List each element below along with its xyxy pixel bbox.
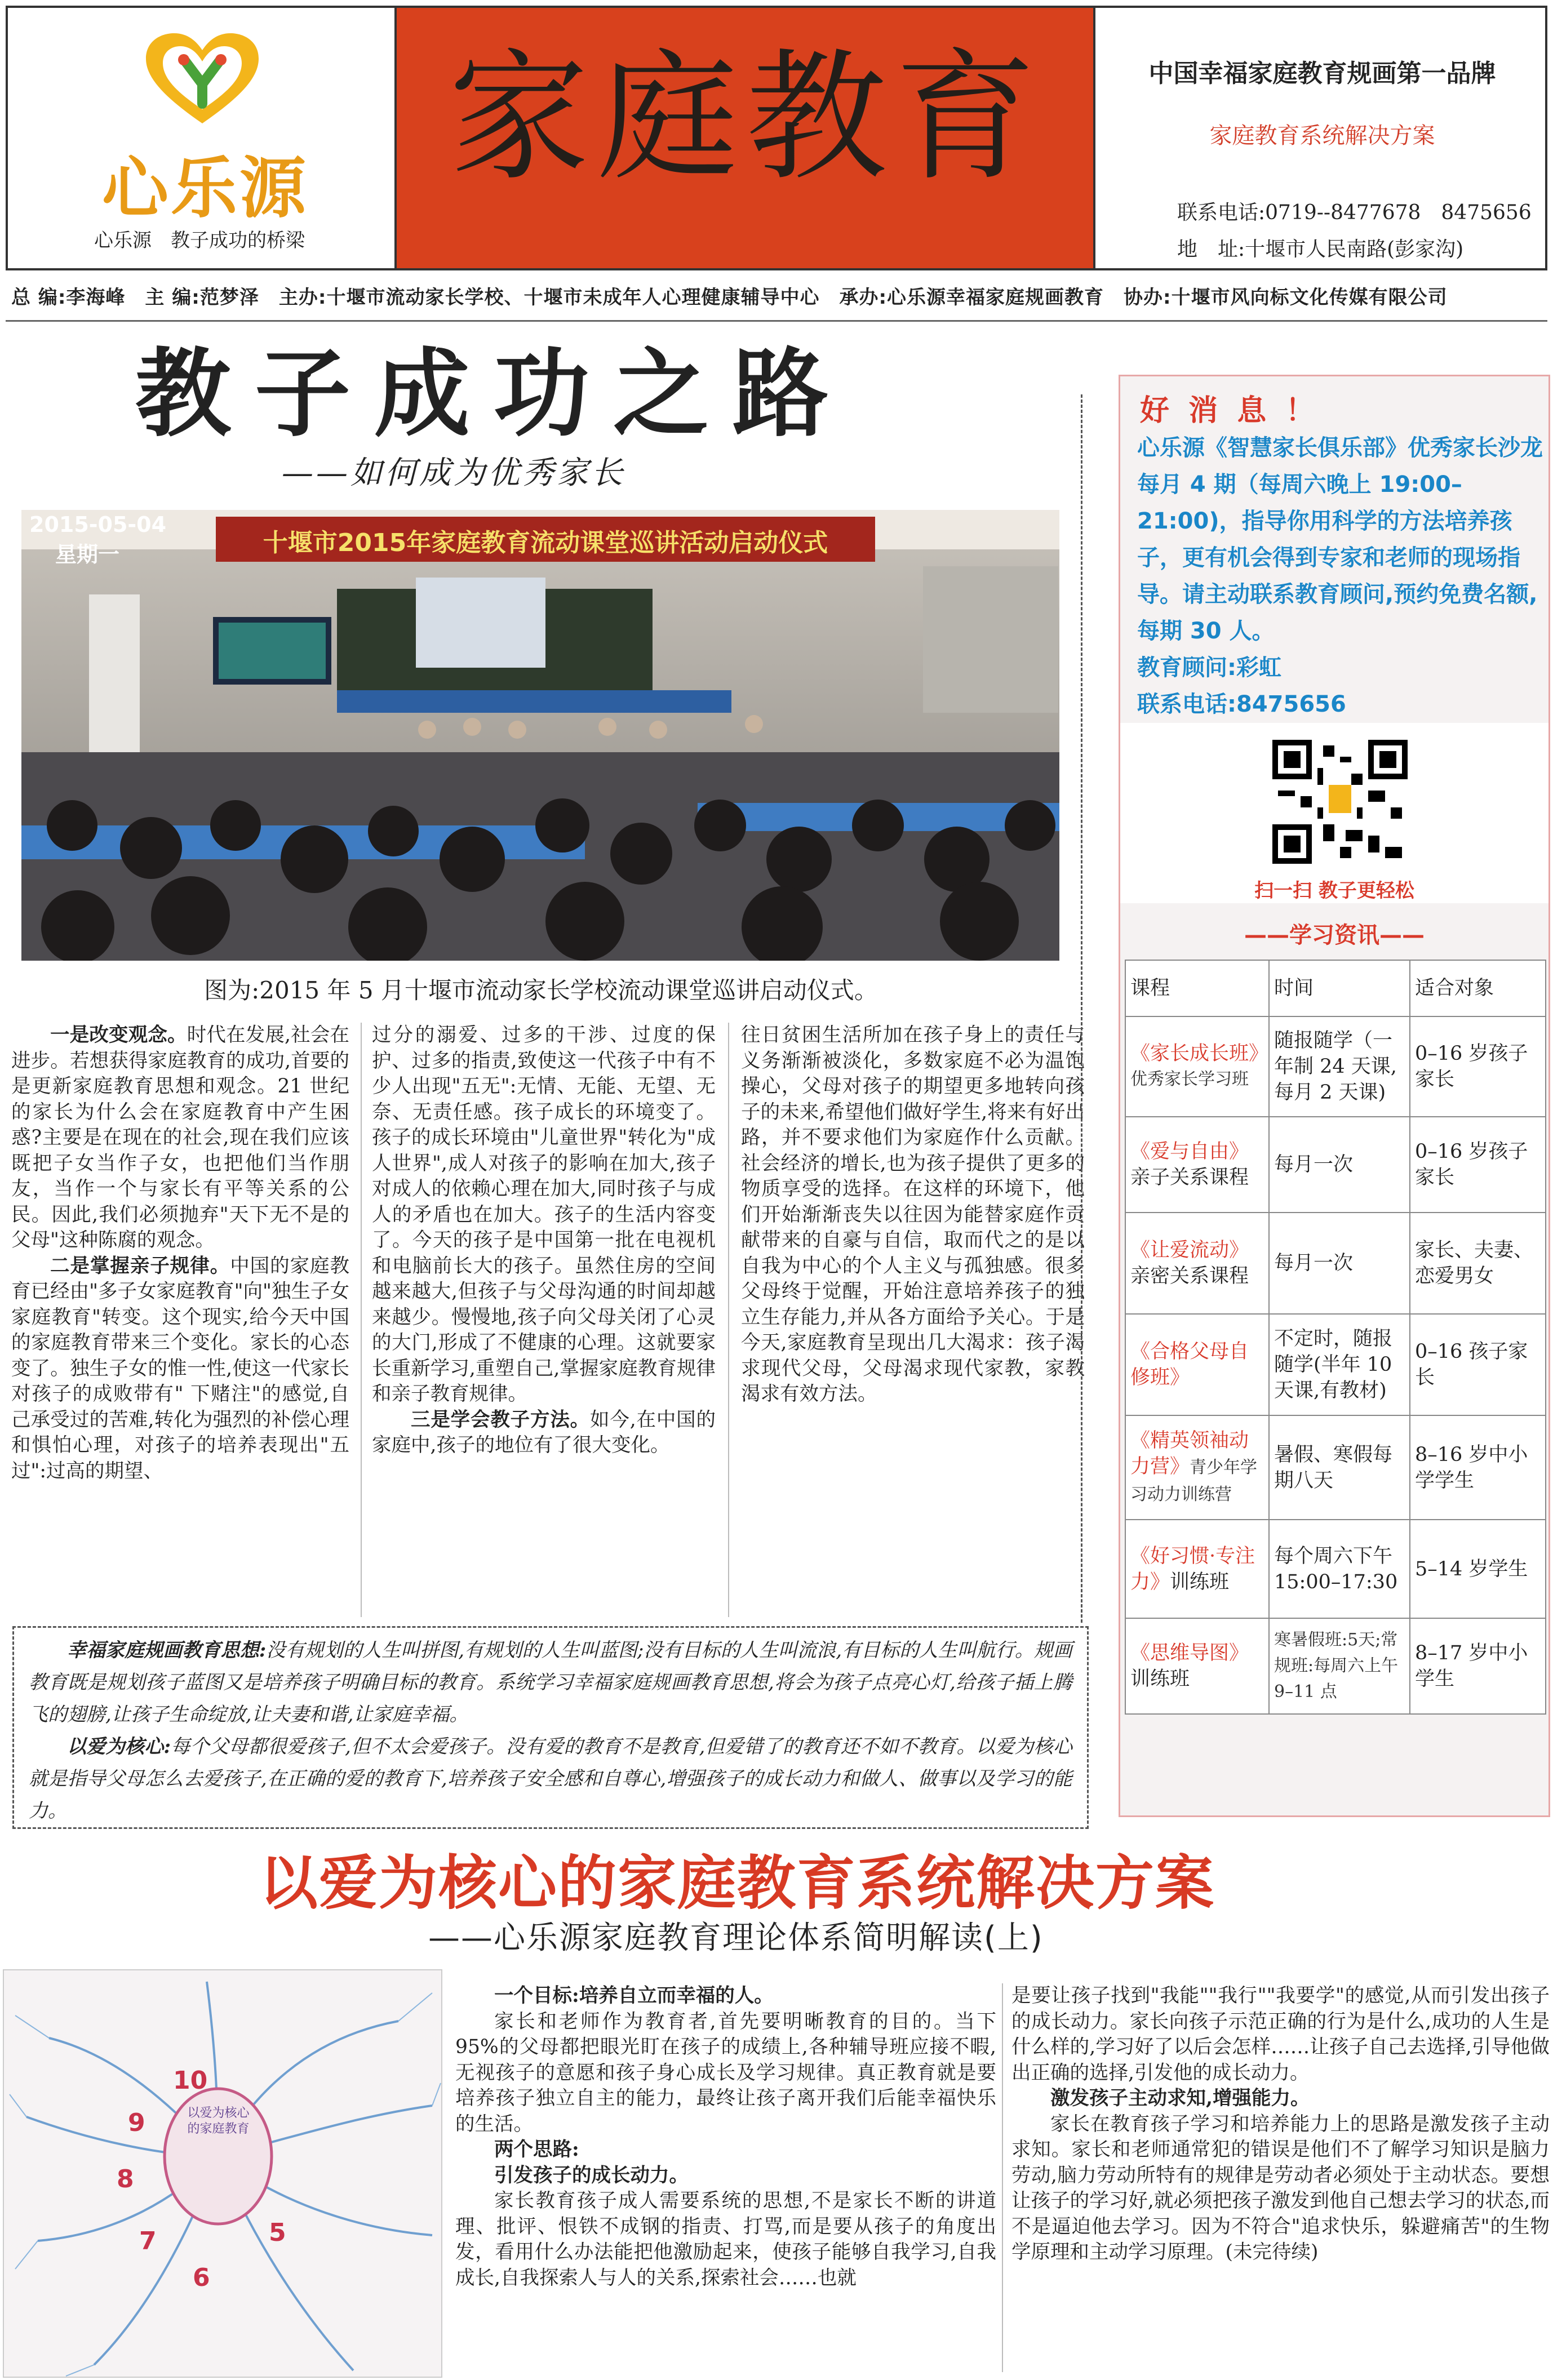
article1-column-1: [11, 1023, 349, 1484]
lead-change-concept: 一是改变观念。: [50, 1024, 187, 1046]
good-news-title: 好 消 息 ！: [1140, 394, 1320, 428]
classroom-scene-image: [21, 510, 1059, 961]
course-sub: 青少年学习动力训练营: [1130, 1457, 1258, 1504]
course-target: 0–16 岁孩子家长: [1410, 1117, 1546, 1213]
paragraph: 是要让孩子找到"我能""我行""我要学"的感觉,从而引发出孩子的成长动力。家长向孩子示范正确的行为是什么,成功的人生是什么样的,学习好了以后会怎样……让孩子自己去选择,引导他做出正确的选择,引发他的成长动力。: [1011, 1984, 1550, 2084]
paragraph: 家长和老师作为教育者,首先要明晰教育的目的。当下 95%的父母都把眼光盯在孩子的成绩上,各种辅导班应接不暇,无视孩子的意愿和孩子身心成长及学习规律。真正教育就是要培养孩子独立自主的能力，最终让孩子离开我们后能幸福快乐的生活。: [455, 2010, 996, 2135]
lead-parenting-rules: 二是掌握亲子规律。: [50, 1254, 230, 1277]
course-title: 《合格父母自修班》: [1130, 1340, 1249, 1389]
paragraph: 往日贫困生活所加在孩子身上的责任与义务渐渐被淡化，多数家庭不必为温饱操心，父母对孩子的期望更多地转向孩子的未来,希望他们做好学生,将来有好出路，并不要求他们为家庭作什么贡献。社会经济的增长,也为孩子提供了更多的物质享受的选择。在这样的环境下，他们开始渐渐丧失以往因为能替家庭作贡献带来的自豪与自信，取而代之的是以自我为中心的个人主义与孤独感。很多父母终于觉醒，开始注意培养孩子的独立生存能力,并从各方面给予关心。于是今天,家庭教育呈现出几大渴求：孩子渴求现代父母，父母渴求现代家教，家教渴求有效方法。: [741, 1024, 1085, 1405]
course-target: 家长、夫妻、恋爱男女: [1410, 1213, 1546, 1314]
divider: [6, 320, 1547, 322]
course-time: 随报随学（一年制 24 天课,每月 2 天课): [1269, 1016, 1410, 1117]
advisor: 教育顾问:彩虹: [1137, 655, 1281, 681]
qr-code-icon[interactable]: [1272, 740, 1408, 864]
course-target: 0–16 孩子家长: [1410, 1314, 1546, 1415]
course-title: 《爱与自由》: [1130, 1140, 1249, 1163]
box-lead-planning: 幸福家庭规画教育思想:: [67, 1639, 267, 1662]
brand-box: [1098, 8, 1546, 268]
table-row: [1125, 1213, 1546, 1314]
article2-title: 以爱为核心的家庭教育系统解决方案: [259, 1849, 1215, 1917]
course-table: [1125, 960, 1546, 1715]
brand-line: 中国幸福家庭教育规画第一品牌: [1148, 59, 1496, 88]
box-lead-love: 以爱为核心:: [67, 1735, 171, 1758]
course-time: 暑假、寒假每期八天: [1269, 1415, 1410, 1520]
logo-name: 心乐源: [101, 149, 308, 227]
qr-caption: 扫一扫 教子更轻松: [1254, 880, 1414, 902]
course-time: 每月一次: [1269, 1213, 1410, 1314]
course-title: 《家长成长班》: [1130, 1042, 1269, 1065]
paragraph: 家长教育孩子成人需要系统的思想,不是家长不断的讲道理、批评、恨铁不成钢的指责、打骂,而是要从孩子的角度出发，看用什么办法能把他激励起来，使孩子能够自我学习,自我成长,自我探索人与人的关系,探索社会……也就: [455, 2190, 996, 2289]
contact-phone: 联系电话:0719--8477678 8475656: [1177, 201, 1532, 224]
mind-map-center: 以爱为核心的家庭教育: [187, 2106, 250, 2136]
course-sub: 优秀家长学习班: [1130, 1069, 1249, 1089]
course-title: 《好习惯·专注力》: [1130, 1544, 1255, 1593]
header-time: 时间: [1269, 960, 1410, 1016]
paragraph: 中国的家庭教育已经由"多子女家庭教育"向"独生子女家庭教育"转变。这个现实,给今天中国的家庭教育带来三个变化。家长的心态变了。独生子女的惟一性,使这一代家长对孩子的成败带有" 下赌注"的感觉,自己承受过的苦难,转化为强烈的补偿心理和惧怕心理，对孩子的培养表现出"五过":过高的期望、: [11, 1254, 350, 1482]
logo-slogan: 心乐源 教子成功的桥梁: [94, 229, 305, 252]
course-title: 《思维导图》: [1130, 1642, 1249, 1664]
paragraph: 如今,在中国的家庭中,孩子的地位有了很大变化。: [372, 1408, 716, 1457]
course-sub: 训练班: [1170, 1570, 1230, 1593]
course-target: 8–16 岁中小学学生: [1410, 1415, 1546, 1520]
good-news-body: [1137, 430, 1543, 723]
article1-column-3: [741, 1023, 1085, 1407]
paragraph: 家长在教育孩子学习和培养能力上的思路是激发孩子主动求知。家长和老师通常犯的错误是他们不了解学习知识是脑力劳动,脑力劳动所特有的规律是劳动者必须处于主动状态。要想让孩子的学习好,就必须把孩子激发到他自己想去学习的状态,而不是逼迫他去学习。因为不符合"追求快乐，躲避痛苦"的生物学原理和主动学习原理。(未完待续): [1011, 2112, 1550, 2263]
article1-title: 教子成功之路: [135, 339, 853, 450]
course-title: 《精英领袖动力营》: [1130, 1429, 1249, 1478]
mind-map-image: [3, 1969, 442, 2378]
mind-map-number: 9: [128, 2108, 145, 2137]
column-divider: [361, 1023, 362, 1617]
sub-heading-learning: 激发孩子主动求知,增强能力。: [1050, 2087, 1310, 2110]
masthead: [6, 6, 1547, 270]
paragraph: 时代在发展,社会在进步。若想获得家庭教育的成功,首要的是更新家庭教育思想和观念。21 世纪的家长为什么会在家庭教育中产生困惑?主要是在现在的社会,现在我们应该既把子女当作子女，也把他们当作朋友，当作一个与家长有平等关系的公民。因此,我们必须抛弃"天下无不是的父母"这种陈腐的观念。: [11, 1024, 350, 1251]
article1-subtitle: ——如何成为优秀家长: [282, 455, 625, 491]
table-row: [1125, 1016, 1546, 1117]
photo-banner: 十堰市2015年家庭教育流动课堂巡讲活动启动仪式: [263, 529, 828, 557]
column-divider: [728, 1023, 729, 1617]
approach-heading: 两个思路:: [494, 2138, 579, 2161]
logo-box: [8, 8, 397, 268]
box-paragraph: 没有规划的人生叫拼图,有规划的人生叫蓝图;没有目标的人生叫流浪,有目标的人生叫航行。规画教育既是规划孩子蓝图又是培养孩子明确目标的教育。系统学习幸福家庭规画教育思想,将会为孩子点亮心灯,给孩子插上腾飞的翅膀,让孩子生命绽放,让夫妻和谐,让家庭幸福。: [29, 1639, 1072, 1726]
mind-map-number: 6: [193, 2263, 210, 2292]
sub-heading-motivation: 引发孩子的成长动力。: [494, 2164, 689, 2187]
photo-caption: 图为:2015 年 5 月十堰市流动家长学校流动课堂巡讲启动仪式。: [204, 976, 878, 1004]
table-row: [1125, 1117, 1546, 1213]
mind-map-number: 5: [269, 2218, 286, 2247]
table-row: [1125, 1415, 1546, 1520]
sidebar: [1119, 375, 1550, 1817]
course-sub: 亲子关系课程: [1130, 1166, 1249, 1189]
article1-column-2: [372, 1023, 716, 1459]
course-target: 8–17 岁中小学生: [1410, 1618, 1546, 1714]
mind-map-number: 8: [117, 2165, 134, 2193]
contact-address: 地 址:十堰市人民南路(彭家沟): [1177, 238, 1464, 261]
course-time: 每月一次: [1269, 1117, 1410, 1213]
header-course: 课程: [1125, 960, 1269, 1016]
table-header-row: [1125, 960, 1546, 1016]
table-row: [1125, 1618, 1546, 1714]
event-photo: [21, 510, 1059, 961]
box-paragraph: 每个父母都很爱孩子,但不太会爱孩子。没有爱的教育不是教育,但爱错了的教育还不如不教育。以爱为核心就是指导父母怎么去爱孩子,在正确的爱的教育下,培养孩子安全感和自尊心,增强孩子的成长动力和做人、做事以及学习的能力。: [29, 1735, 1072, 1822]
course-time: 不定时，随报随学(半年 10天课,有教材): [1269, 1314, 1410, 1415]
column-divider: [1002, 1983, 1003, 2372]
photo-date: 2015-05-04: [29, 512, 167, 537]
paragraph: 过分的溺爱、过多的干涉、过度的保护、过多的指责,致使这一代孩子中有不少人出现"五无":无情、无能、无望、无奈、无责任感。孩子成长的环境变了。孩子的成长环境由"儿童世界"转化为"成人世界",成人对孩子的影响在加大,孩子对成人的依赖心理在加大,同时孩子与成人的矛盾也在加大。孩子的生活内容变了。今天的孩子是中国第一批在电视机和电脑前长大的孩子。虽然住房的空间越来越大,但孩子与父母沟通的时间却越来越少。慢慢地,孩子向父母关闭了心灵的大门,形成了不健康的心理。这就要家长重新学习,重塑自己,掌握家庭教育规律和亲子教育规律。: [372, 1024, 716, 1405]
mind-map-number: 10: [173, 2066, 208, 2095]
course-time: 每个周六下午15:00–17:30: [1269, 1520, 1410, 1618]
credits-line: 总 编:李海峰 主 编:范梦泽 主办:十堰市流动家长学校、十堰市未成年人心理健康辅导中心 承办:心乐源幸福家庭规画教育 协办:十堰市风向标文化传媒有限公司: [11, 286, 1448, 309]
philosophy-box: [12, 1626, 1089, 1829]
table-row: [1125, 1520, 1546, 1618]
course-target: 5–14 岁学生: [1410, 1520, 1546, 1618]
vertical-divider: [1081, 394, 1082, 1623]
article2-subtitle: ——心乐源家庭教育理论体系简明解读(上): [428, 1920, 1044, 1956]
article2-column-2: [1011, 1983, 1550, 2266]
photo-weekday: 星期一: [55, 542, 120, 567]
course-sub: 亲密关系课程: [1130, 1265, 1249, 1287]
title-box: [397, 8, 1095, 268]
qr-block: [1120, 723, 1548, 903]
lead-teaching-methods: 三是学会教子方法。: [411, 1408, 591, 1431]
good-news-text: 心乐源《智慧家长俱乐部》优秀家长沙龙每月 4 期（每周六晚上 19:00–21:00)，指导你用科学的方法培养孩子，更有机会得到专家和老师的现场指导。请主动联系教育顾问,预约免费名额,每期 30 人。: [1137, 435, 1543, 644]
course-title: 《让爱流动》: [1130, 1239, 1249, 1262]
goal-heading: 一个目标:培养自立而幸福的人。: [494, 1984, 774, 2007]
article2-column-1: [455, 1983, 996, 2291]
course-target: 0–16 岁孩子家长: [1410, 1016, 1546, 1117]
table-row: [1125, 1314, 1546, 1415]
brand-subtitle: 家庭教育系统解决方案: [1209, 123, 1435, 149]
mind-map-number: 7: [139, 2227, 157, 2255]
course-time: 寒暑假班:5天;常规班:每周六上午 9–11 点: [1269, 1618, 1410, 1714]
learning-info-title: ——学习资讯——: [1244, 922, 1425, 948]
mind-map-drawing: [4, 1970, 442, 2378]
newspaper-title: 家庭教育: [449, 35, 1044, 199]
header-target: 适合对象: [1410, 960, 1546, 1016]
logo-heart-icon: [143, 30, 261, 126]
course-sub: 训练班: [1130, 1668, 1190, 1690]
contact-phone-sidebar: 联系电话:8475656: [1137, 691, 1346, 717]
